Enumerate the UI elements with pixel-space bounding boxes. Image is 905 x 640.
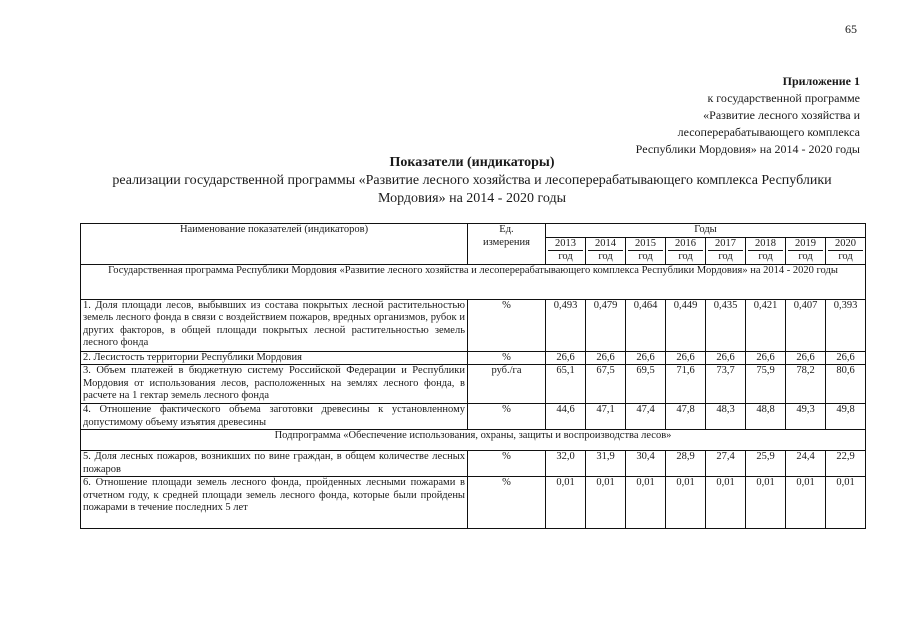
indicator-value: 26,6: [666, 351, 706, 365]
unit-header-line: Ед.: [499, 224, 514, 235]
year-suffix: год: [828, 250, 863, 264]
section-title: Государственная программа Республики Мордовия «Развитие лесного хозяйства и лесоперерабатывающего комплекса Республики Мордовия» на 2014 - 2020 годы: [81, 264, 866, 299]
indicator-value: 0,479: [586, 299, 626, 351]
year-label: 2016: [675, 237, 696, 249]
indicator-value: 44,6: [546, 404, 586, 430]
indicator-value: 0,421: [746, 299, 786, 351]
document-subtitle-line: Мордовия» на 2014 - 2020 годы: [378, 191, 566, 206]
table-row: [81, 351, 866, 365]
indicator-value: 0,01: [626, 477, 666, 529]
indicator-unit: %: [468, 477, 546, 529]
indicator-value: 0,01: [826, 477, 866, 529]
section-title: Подпрограмма «Обеспечение использования, охраны, защиты и воспроизводства лесов»: [81, 430, 866, 451]
indicator-value: 67,5: [586, 365, 626, 404]
year-suffix: год: [588, 250, 623, 264]
table-row: [81, 365, 866, 404]
indicator-name: 6. Отношение площади земель лесного фонда, пройденных лесными пожарами в отчетном году, к средней площади земель лесного фонда, которые были пройдены пожарами в течение последних 5 лет: [81, 477, 468, 529]
year-label: 2018: [755, 237, 776, 249]
column-header-unit: [468, 224, 546, 265]
indicator-value: 26,6: [746, 351, 786, 365]
indicator-value: 0,01: [546, 477, 586, 529]
indicator-name: 3. Объем платежей в бюджетную систему Российской Федерации и Республики Мордовия от использования лесов, расположенных на землях лесного фонда, в расчете на 1 гектар земель лесного фонда: [81, 365, 468, 404]
indicator-value: 0,464: [626, 299, 666, 351]
indicator-value: 47,4: [626, 404, 666, 430]
indicator-value: 24,4: [786, 451, 826, 477]
year-label: 2013: [555, 237, 576, 249]
indicator-value: 48,3: [706, 404, 746, 430]
indicator-value: 0,449: [666, 299, 706, 351]
section-row: [81, 430, 866, 451]
appendix-line: «Развитие лесного хозяйства и: [703, 108, 860, 122]
document-subtitle-line: реализации государственной программы «Развитие лесного хозяйства и лесоперерабатывающего комплекса Республики: [112, 173, 832, 188]
year-suffix: год: [788, 250, 823, 264]
indicator-name: 1. Доля площади лесов, выбывших из состава покрытых лесной растительностью земель лесного фонда в связи с воздействием пожаров, вредных организмов, рубок и других факторов, в общей площади покрытых лесной растительностью земель лесного фонда: [81, 299, 468, 351]
table-row: [81, 477, 866, 529]
indicator-value: 49,3: [786, 404, 826, 430]
indicator-name: 4. Отношение фактического объема заготовки древесины к установленному допустимому объему изъятия древесины: [81, 404, 468, 430]
indicator-value: 80,6: [826, 365, 866, 404]
document-title: Показатели (индикаторы): [389, 155, 555, 170]
indicator-value: 30,4: [626, 451, 666, 477]
indicator-unit: %: [468, 351, 546, 365]
indicator-value: 0,01: [706, 477, 746, 529]
year-label: 2017: [715, 237, 736, 249]
indicator-value: 0,435: [706, 299, 746, 351]
indicator-value: 31,9: [586, 451, 626, 477]
indicator-value: 69,5: [626, 365, 666, 404]
appendix-line: к государственной программе: [707, 91, 860, 105]
table-body: [81, 264, 866, 529]
indicator-value: 0,01: [746, 477, 786, 529]
year-suffix: год: [708, 250, 743, 264]
year-column-header: [626, 237, 666, 264]
indicator-name: 5. Доля лесных пожаров, возникших по вине граждан, в общем количестве лесных пожаров: [81, 451, 468, 477]
indicator-value: 26,6: [706, 351, 746, 365]
indicator-value: 71,6: [666, 365, 706, 404]
page-number: 65: [845, 22, 857, 36]
indicator-value: 0,01: [586, 477, 626, 529]
indicator-value: 26,6: [586, 351, 626, 365]
year-column-header: [706, 237, 746, 264]
indicator-value: 27,4: [706, 451, 746, 477]
indicator-value: 22,9: [826, 451, 866, 477]
year-column-header: [666, 237, 706, 264]
indicator-value: 65,1: [546, 365, 586, 404]
indicator-value: 47,8: [666, 404, 706, 430]
unit-header-line: измерения: [483, 236, 530, 248]
year-suffix: год: [668, 250, 703, 264]
indicator-unit: %: [468, 404, 546, 430]
indicator-value: 48,8: [746, 404, 786, 430]
indicator-value: 75,9: [746, 365, 786, 404]
indicator-value: 26,6: [786, 351, 826, 365]
table-row: [81, 451, 866, 477]
year-label: 2014: [595, 237, 616, 249]
indicator-value: 26,6: [826, 351, 866, 365]
section-row: [81, 264, 866, 299]
indicator-value: 0,01: [786, 477, 826, 529]
year-suffix: год: [548, 250, 583, 264]
indicator-value: 78,2: [786, 365, 826, 404]
indicators-table: [80, 223, 866, 529]
year-column-header: [786, 237, 826, 264]
indicator-value: 28,9: [666, 451, 706, 477]
column-header-years: Годы: [546, 224, 866, 238]
year-column-header: [826, 237, 866, 264]
indicator-value: 0,407: [786, 299, 826, 351]
indicator-value: 73,7: [706, 365, 746, 404]
indicator-value: 49,8: [826, 404, 866, 430]
indicator-name: 2. Лесистость территории Республики Мордовия: [81, 351, 468, 365]
indicator-value: 25,9: [746, 451, 786, 477]
indicator-unit: руб./га: [468, 365, 546, 404]
indicator-unit: %: [468, 451, 546, 477]
year-suffix: год: [628, 250, 663, 264]
column-header-name: Наименование показателей (индикаторов): [81, 224, 468, 265]
year-column-header: [746, 237, 786, 264]
year-label: 2020: [835, 237, 856, 249]
year-suffix: год: [748, 250, 783, 264]
year-label: 2015: [635, 237, 656, 249]
indicator-value: 32,0: [546, 451, 586, 477]
table-row: [81, 404, 866, 430]
appendix-block: [540, 73, 860, 158]
indicator-value: 0,01: [666, 477, 706, 529]
appendix-line: Республики Мордовия» на 2014 - 2020 годы: [635, 142, 860, 156]
indicator-value: 0,493: [546, 299, 586, 351]
document-heading: [80, 154, 864, 208]
indicator-value: 26,6: [626, 351, 666, 365]
year-label: 2019: [795, 237, 816, 249]
table-row: [81, 299, 866, 351]
indicator-value: 0,393: [826, 299, 866, 351]
appendix-title: Приложение 1: [782, 74, 860, 88]
indicator-value: 26,6: [546, 351, 586, 365]
year-column-header: [586, 237, 626, 264]
appendix-line: лесоперерабатывающего комплекса: [677, 125, 860, 139]
indicator-unit: %: [468, 299, 546, 351]
indicator-value: 47,1: [586, 404, 626, 430]
year-column-header: [546, 237, 586, 264]
